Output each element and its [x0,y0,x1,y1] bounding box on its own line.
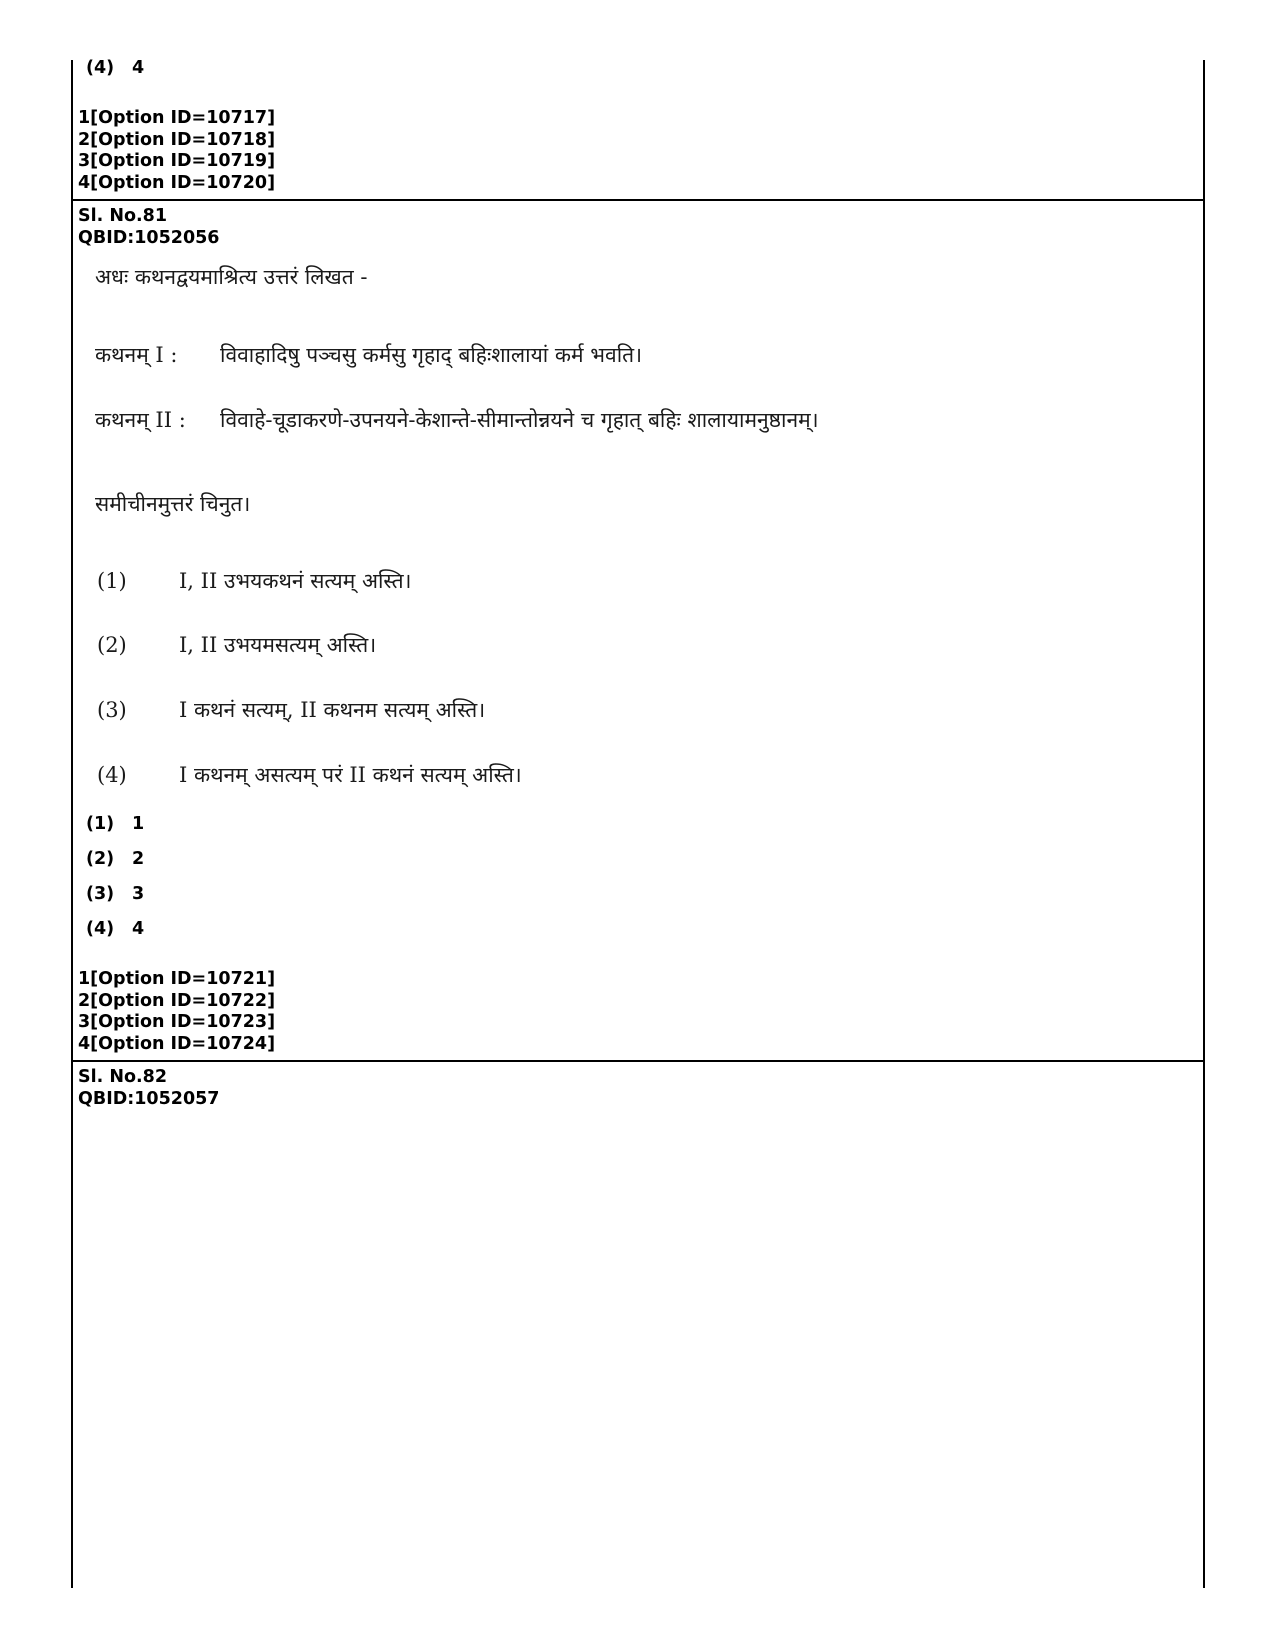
statement-label: कथनम् I : [95,343,178,367]
option-number: (1) [86,814,115,834]
option-value: 4 [132,919,145,939]
choice-text: I कथनं सत्यम्, II कथनम सत्यम् अस्ति। [179,698,486,722]
qbid: QBID:1052057 [78,1088,220,1109]
option-value: 3 [132,884,145,904]
q81-choice-4 [97,761,522,789]
option-value: 1 [132,814,145,834]
q81-choice-1 [97,567,412,595]
q81-option-1[interactable] [86,814,144,836]
serial-number: Sl. No.81 [78,206,168,226]
option-number: (4) [86,919,115,939]
q81-instruction: अधः कथनद्वयमाश्रित्य उत्तरं लिखत - [95,265,368,289]
q81-header [78,206,220,249]
q81-choice-3 [97,696,485,724]
q81-option-id-list [78,969,275,1055]
option-id: 3[Option ID=10723] [78,1012,276,1032]
q82-header [78,1067,220,1110]
choice-text: I, II उभयकथनं सत्यम् अस्ति। [179,569,412,593]
option-value: 4 [132,58,145,78]
q81-option-2[interactable] [86,849,144,871]
choice-number: (3) [97,698,127,722]
option-id: 3[Option ID=10719] [78,151,276,171]
choice-number: (4) [97,763,127,787]
serial-number: Sl. No.82 [78,1067,168,1087]
prev-option-4 [86,58,144,80]
option-id: 4[Option ID=10724] [78,1033,276,1054]
statement-label: कथनम् II : [95,408,186,432]
option-number: (2) [86,849,115,869]
q81-statement-2 [95,406,819,434]
left-border [71,60,73,1588]
choice-text: I कथनम् असत्यम् परं II कथनं सत्यम् अस्ति। [179,763,522,787]
choice-text: I, II उभयमसत्यम् अस्ति। [179,633,377,657]
option-id: 1[Option ID=10721] [78,969,276,989]
choice-number: (1) [97,569,127,593]
option-id: 2[Option ID=10722] [78,990,276,1011]
section-divider [71,1060,1205,1062]
q81-choice-2 [97,631,376,659]
right-border [1203,60,1205,1588]
statement-text: विवाहे-चूडाकरणे-उपनयने-केशान्ते-सीमान्तोन्नयने च गृहात् बहिः शालायामनुष्ठानम्। [220,408,819,432]
statement-text: विवाहादिषु पञ्चसु कर्मसु गृहाद् बहिःशालायां कर्म भवति। [220,343,643,367]
qbid: QBID:1052056 [78,227,220,248]
q81-prompt: समीचीनमुत्तरं चिनुत। [95,492,251,516]
option-id: 2[Option ID=10718] [78,129,276,150]
option-number: (4) [86,58,115,78]
q81-option-4[interactable] [86,919,144,941]
q81-option-3[interactable] [86,884,144,906]
option-id: 4[Option ID=10720] [78,172,276,193]
option-number: (3) [86,884,115,904]
option-value: 2 [132,849,145,869]
section-divider [71,199,1205,201]
prev-option-id-list [78,108,275,194]
option-id: 1[Option ID=10717] [78,108,276,128]
q81-statement-1 [95,341,642,369]
choice-number: (2) [97,633,127,657]
